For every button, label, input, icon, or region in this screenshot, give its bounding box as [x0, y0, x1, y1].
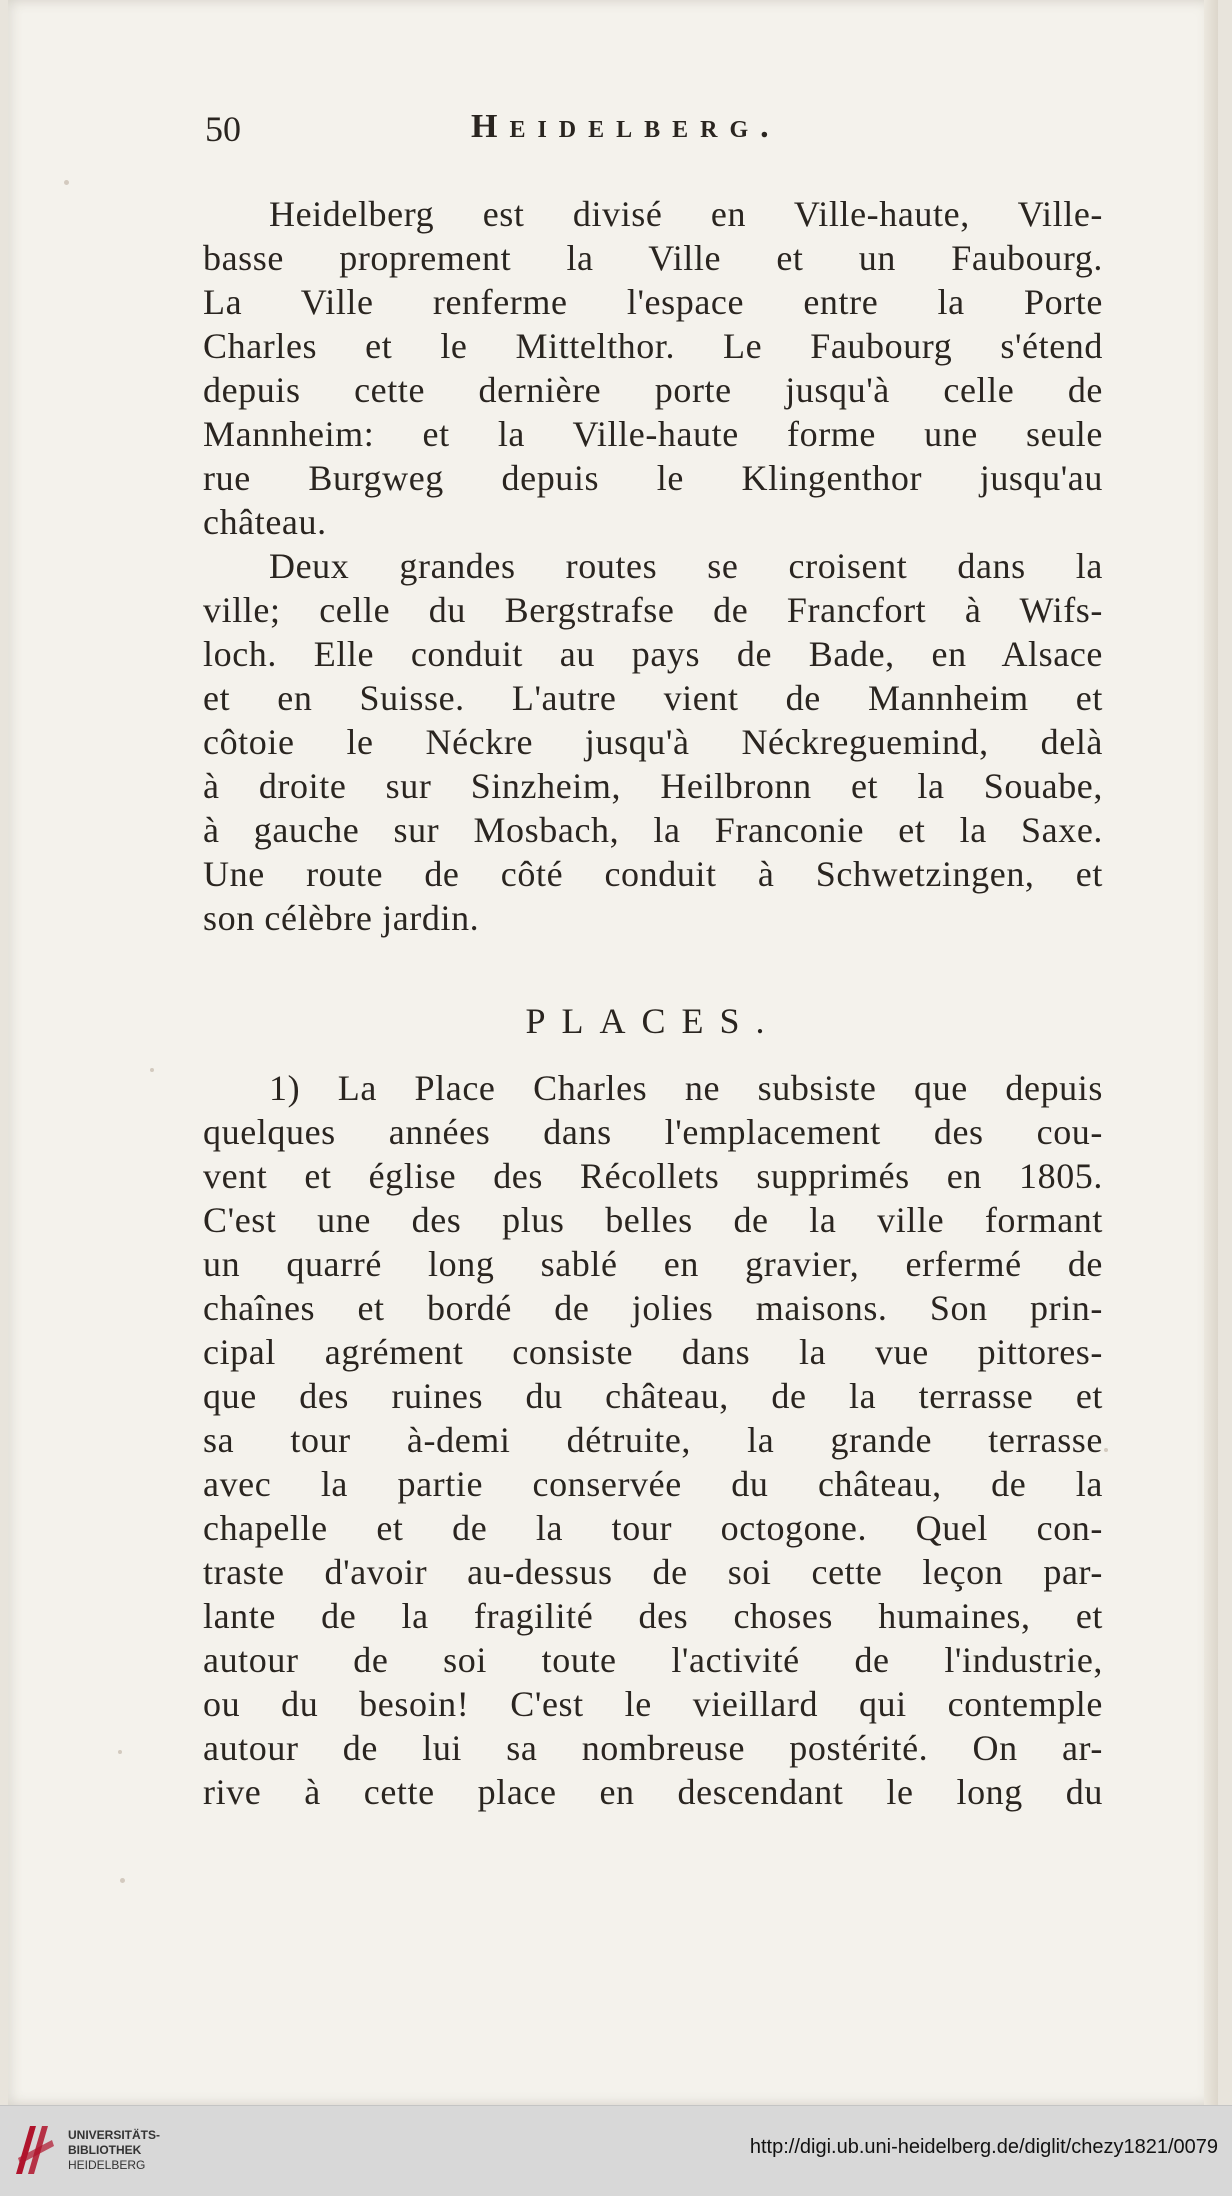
- text-line: Deux grandes routes se croisent dans la: [269, 546, 1103, 586]
- body-text-top: [203, 192, 1103, 940]
- paragraph-routes: [203, 544, 1103, 940]
- text-line: basse proprement la Ville et un Faubourg.: [203, 238, 1103, 278]
- body-text-bottom: [203, 1066, 1103, 1814]
- paragraph-place-charles: [203, 1066, 1103, 1814]
- text-line: que des ruines du château, de la terrasse et: [203, 1376, 1103, 1416]
- text-line: avec la partie conservée du château, de la: [203, 1464, 1103, 1504]
- text-line: vent et église des Récollets supprimés en 1805.: [203, 1156, 1103, 1196]
- text-line: quelques années dans l'emplacement des cou-: [203, 1112, 1103, 1152]
- text-line: un quarré long sablé en gravier, erfermé de: [203, 1244, 1103, 1284]
- source-url-link[interactable]: http://digi.ub.uni-heidelberg.de/diglit/chezy1821/0079: [749, 2136, 1218, 2158]
- text-line: et en Suisse. L'autre vient de Mannheim et: [203, 678, 1103, 718]
- text-line: à droite sur Sinzheim, Heilbronn et la Souabe,: [203, 766, 1103, 806]
- text-line: ville; celle du Bergstrafse de Francfort à Wifs-: [203, 590, 1103, 630]
- page-edge-shadow: [1204, 0, 1218, 2105]
- text-line: chaînes et bordé de jolies maisons. Son prin-: [203, 1288, 1103, 1328]
- text-line: à gauche sur Mosbach, la Franconie et la Saxe.: [203, 810, 1103, 850]
- page-number: 50: [205, 109, 241, 149]
- paragraph-ville-structure: [203, 192, 1103, 544]
- paper-speck: [150, 1068, 154, 1072]
- text-line: cipal agrément consiste dans la vue pittores-: [203, 1332, 1103, 1372]
- paper-speck: [120, 1878, 125, 1883]
- institution-line: UNIVERSITÄTS-: [68, 2128, 161, 2142]
- text-line: chapelle et de la tour octogone. Quel con-: [203, 1508, 1103, 1548]
- paper-speck: [64, 180, 69, 185]
- text-line: depuis cette dernière porte jusqu'à celle de: [203, 370, 1103, 410]
- text-line: traste d'avoir au-dessus de soi cette leçon par-: [203, 1552, 1103, 1592]
- running-head-title: Heidelberg.: [471, 108, 781, 145]
- text-line: C'est une des plus belles de la ville formant: [203, 1200, 1103, 1240]
- university-library-logo-icon[interactable]: [12, 2118, 58, 2178]
- text-line: Charles et le Mittelthor. Le Faubourg s'étend: [203, 326, 1103, 366]
- institution-line: HEIDELBERG: [68, 2158, 146, 2172]
- text-line: son célèbre jardin.: [203, 898, 480, 938]
- text-line: Heidelberg est divisé en Ville-haute, Ville-: [269, 194, 1103, 234]
- paper-speck: [118, 1750, 122, 1754]
- text-line: rue Burgweg depuis le Klingenthor jusqu'au: [203, 458, 1103, 498]
- text-line: loch. Elle conduit au pays de Bade, en Alsace: [203, 634, 1103, 674]
- running-head: [205, 108, 1105, 158]
- text-line: côtoie le Néckre jusqu'à Néckreguemind, delà: [203, 722, 1103, 762]
- text-line: rive à cette place en descendant le long du: [203, 1772, 1103, 1812]
- text-line: Mannheim: et la Ville-haute forme une seule: [203, 414, 1103, 454]
- text-line: autour de lui sa nombreuse postérité. On ar-: [203, 1728, 1103, 1768]
- viewer-footer-bar: [0, 2105, 1232, 2196]
- text-line: ou du besoin! C'est le vieillard qui contemple: [203, 1684, 1103, 1724]
- text-line: Une route de côté conduit à Schwetzingen, et: [203, 854, 1103, 894]
- text-line: lante de la fragilité des choses humaines, et: [203, 1596, 1103, 1636]
- text-line: château.: [203, 502, 327, 542]
- text-line: autour de soi toute l'activité de l'industrie,: [203, 1640, 1103, 1680]
- text-line: La Ville renferme l'espace entre la Porte: [203, 282, 1103, 322]
- text-line: 1) La Place Charles ne subsiste que depuis: [269, 1068, 1103, 1108]
- institution-name: [68, 2128, 160, 2173]
- paper-speck: [1104, 1448, 1108, 1452]
- institution-line: BIBLIOTHEK: [68, 2143, 142, 2157]
- text-line: sa tour à-demi détruite, la grande terrasse: [203, 1420, 1103, 1460]
- section-heading-places: PLACES.: [525, 1001, 781, 1041]
